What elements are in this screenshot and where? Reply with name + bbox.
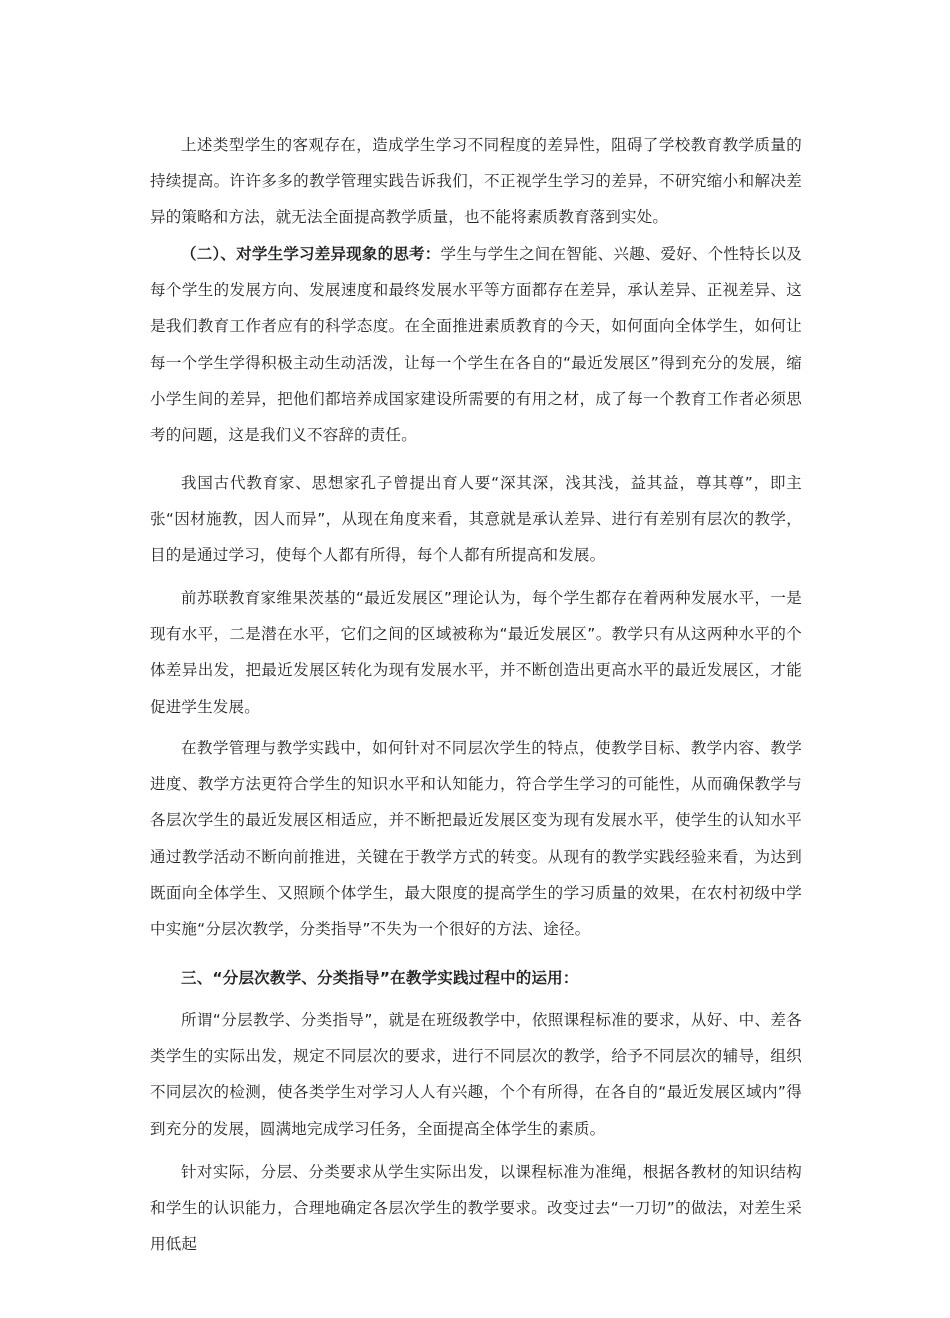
- paragraph-definition: [150, 1002, 802, 1147]
- paragraph-differences-impact: [150, 127, 802, 236]
- paragraph-confucius: [150, 465, 802, 574]
- paragraph-text: 前苏联教育家维果茨基的“最近发展区”理论认为，每个学生都存在着两种发展水平，一是现有水平，二是潜在水平，它们之间的区域被称为“最近发展区”。教学只有从这两种水平的个体差异出发，把最近发展区转化为现有发展水平，并不断创造出更高水平的最近发展区，才能促进学生发展。: [150, 589, 802, 716]
- paragraph-requirements: [150, 1154, 802, 1263]
- paragraph-text: 针对实际，分层、分类要求从学生实际出发，以课程标准为准绳，根据各教材的知识结构和学生的认识能力，合理地确定各层次学生的教学要求。改变过去“一刀切”的做法，对差生采用低起: [150, 1163, 802, 1254]
- paragraph-teaching-practice: [150, 730, 802, 947]
- paragraph-text: 上述类型学生的客观存在，造成学生学习不同程度的差异性，阻碍了学校教育教学质量的持续提高。许许多多的教学管理实践告诉我们，不正视学生学习的差异，不研究缩小和解决差异的策略和方法，就无法全面提高教学质量，也不能将素质教育落到实处。: [150, 136, 802, 227]
- section-heading-2: （二）、对学生学习差异现象的思考：: [181, 245, 441, 263]
- paragraph-text: 学生与学生之间在智能、兴趣、爱好、个性特长以及每个学生的发展方向、发展速度和最终发展水平等方面都存在差异，承认差异、正视差异、这是我们教育工作者应有的科学态度。在全面推进素质教育的今天，如何面向全体学生，如何让每一个学生学得积极主动生动活泼，让每一个学生在各自的“最近发展区”得到充分的发展，缩小学生间的差异，把他们都培养成国家建设所需要的有用之材，成了每一个教育工作者必须思考的问题，这是我们义不容辞的责任。: [150, 245, 803, 445]
- paragraph-vygotsky: [150, 580, 802, 725]
- paragraph-text: 所谓“分层教学、分类指导”，就是在班级教学中，依照课程标准的要求，从好、中、差各类学生的实际出发，规定不同层次的要求，进行不同层次的教学，给予不同层次的辅导，组织不同层次的检测，使各类学生对学习人人有兴趣，个个有所得，在各自的“最近发展区域内”得到充分的发展，圆满地完成学习任务，全面提高全体学生的素质。: [150, 1011, 802, 1138]
- section-heading-3: [150, 960, 802, 996]
- paragraph-text: 我国古代教育家、思想家孔子曾提出育人要“深其深，浅其浅，益其益，尊其尊”，即主张“因材施教，因人而异”，从现在角度来看，其意就是承认差异、进行有差别有层次的教学，目的是通过学习，使每个人都有所得，每个人都有所提高和发展。: [150, 474, 802, 565]
- paragraph-text: 在教学管理与教学实践中，如何针对不同层次学生的特点，使教学目标、教学内容、教学进度、教学方法更符合学生的知识水平和认知能力，符合学生学习的可能性，从而确保教学与各层次学生的最近发展区相适应，并不断把最近发展区变为现有发展水平，使学生的认知水平通过教学活动不断向前推进，关键在于教学方式的转变。从现有的教学实践经验来看，为达到既面向全体学生、又照顾个体学生，最大限度的提高学生的学习质量的效果，在农村初级中学中实施“分层次教学，分类指导”不失为一个很好的方法、途径。: [150, 739, 802, 939]
- heading-text: 三、“分层次教学、分类指导”在教学实践过程中的运用：: [181, 969, 579, 987]
- paragraph-reflection: [150, 236, 802, 453]
